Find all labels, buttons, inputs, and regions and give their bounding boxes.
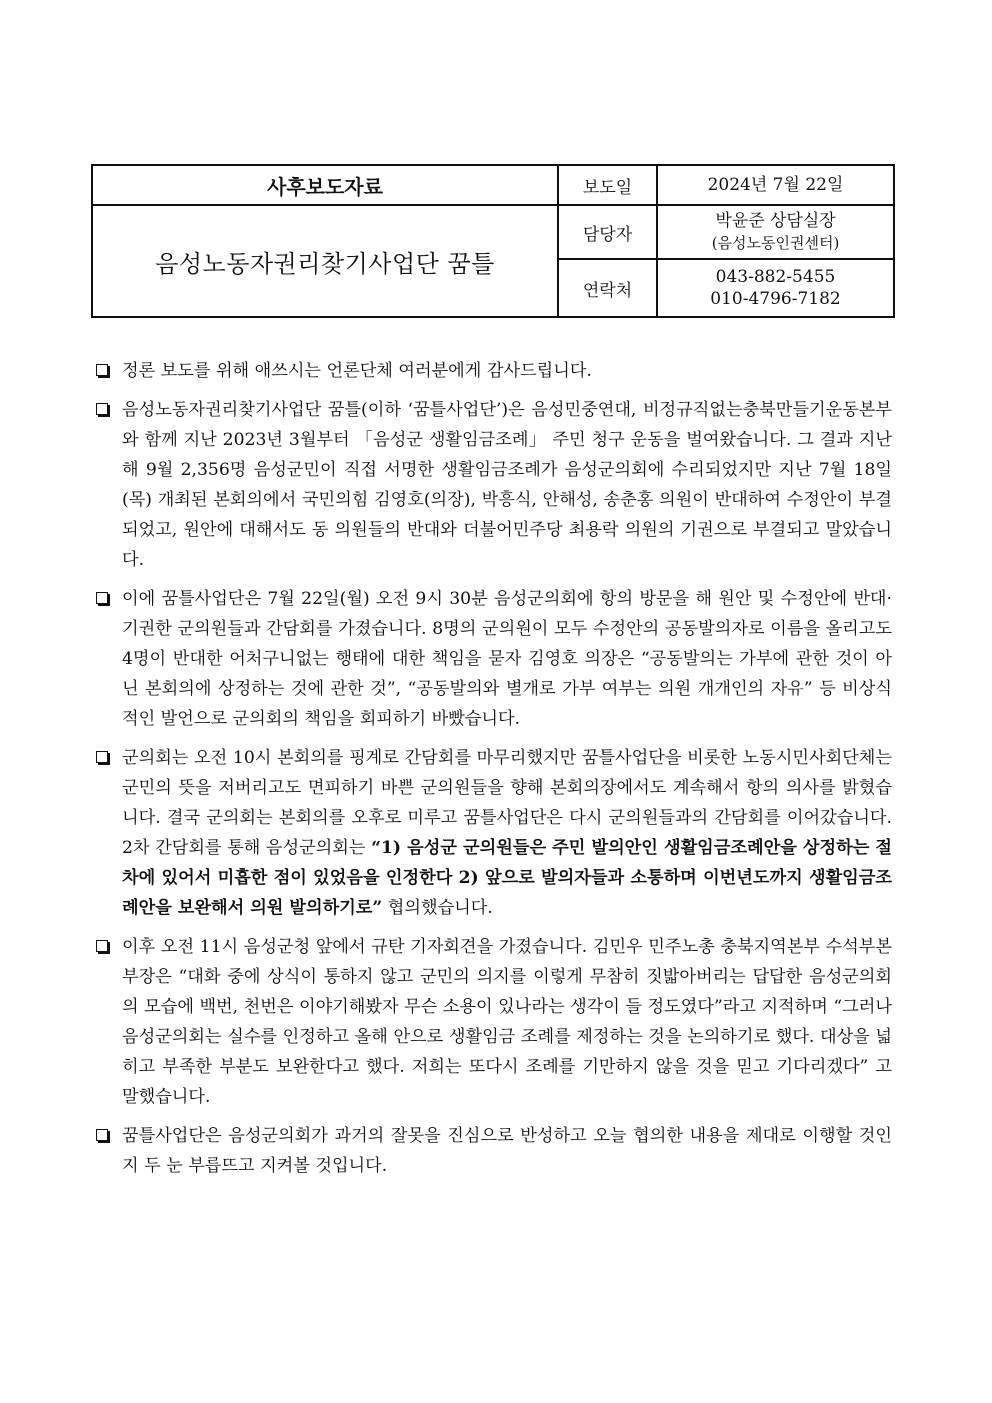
- date-value: 2024년 7월 22일: [657, 165, 894, 205]
- phone-number-1: 043-882-5455: [715, 267, 836, 287]
- paragraph-text: 꿈틀사업단은 음성군의회가 과거의 잘못을 진심으로 반성하고 오늘 협의한 내용을 제대로 이행할 것인지 두 눈 부릅뜨고 지켜볼 것입니다.: [122, 1126, 892, 1176]
- checkbox-bullet-icon: [96, 1129, 108, 1141]
- checkbox-bullet-icon: [96, 592, 108, 604]
- paragraph-3: [92, 584, 892, 734]
- contact-person-affiliation: (음성노동인권센터): [711, 234, 840, 252]
- paragraph-4: [92, 743, 892, 923]
- doc-type-title: 사후보도자료: [92, 165, 558, 205]
- phone-label: 연락처: [558, 259, 657, 317]
- contact-person-name: 박윤준 상담실장: [715, 211, 836, 231]
- paragraph-text: 이에 꿈틀사업단은 7월 22일(월) 오전 9시 30분 음성군의회에 항의 방문을 해 원안 및 수정안에 반대·기권한 군의원들과 간담회를 가졌습니다. 8명의 군의원이 모두 수정안의 공동발의자로 이름을 올리고도 4명이 반대한 어처구니없는 행태에 대한 책임을 묻자 김영호 의장은 “공동발의는 가부에 관한 것이 아닌 본회의에 상정하는 것에 관한 것”, “공동발의와 별개로 가부 여부는 의원 개개인의 자유” 등 비상식적인 발언으로 군의회의 책임을 회피하기 바빴습니다.: [122, 589, 892, 729]
- paragraph-text: 정론 보도를 위해 애쓰시는 언론단체 여러분에게 감사드립니다.: [122, 361, 592, 381]
- phone-cell: [657, 259, 894, 317]
- organization-name: 음성노동자권리찾기사업단 꿈틀: [92, 205, 558, 317]
- paragraph-2: [92, 395, 892, 575]
- paragraph-text-end: 협의했습니다.: [382, 898, 493, 918]
- press-release-header-table: [91, 164, 895, 318]
- paragraph-bold-agreement: “1) 음성군 군의원들은 주민 발의안인 생활임금조례안을 상정하는 절차에 있어서 미흡한 점이 있었음을 인정한다 2) 앞으로 발의자들과 소통하며 이번년도까지 생활임금조례안을 보완해서 의원 발의하기로”: [122, 838, 892, 918]
- checkbox-bullet-icon: [96, 364, 108, 376]
- paragraph-5: [92, 932, 892, 1112]
- paragraph-text: 군의회는 오전 10시 본회의를 핑계로 간담회를 마무리했지만 꿈틀사업단을 비롯한 노동시민사회단체는 군민의 뜻을 저버리고도 면피하기 바쁜 군의원들을 향해 본회의장에서도 계속해서 항의 의사를 밝혔습니다. 결국 군의회는 본회의를 오후로 미루고 꿈틀사업단은 다시 군의원들과의 간담회를 이어갔습니다. 2차 간담회를 통해 음성군의회는: [122, 748, 892, 858]
- phone-number-2: 010-4796-7182: [710, 289, 841, 309]
- checkbox-bullet-icon: [96, 751, 108, 763]
- checkbox-bullet-icon: [96, 940, 108, 952]
- paragraph-6: [92, 1121, 892, 1181]
- contact-person-cell: [657, 205, 894, 259]
- paragraph-text: 음성노동자권리찾기사업단 꿈틀(이하 ‘꿈틀사업단’)은 음성민중연대, 비정규직없는충북만들기운동본부와 함께 지난 2023년 3월부터 「음성군 생활임금조례」 주민 청구 운동을 벌여왔습니다. 그 결과 지난해 9월 2,356명 음성군민이 직접 서명한 생활임금조례가 음성군의회에 수리되었지만 지난 7월 18일 (목) 개최된 본회의에서 국민의힘 김영호(의장), 박흥식, 안해성, 송춘홍 의원이 반대하여 수정안이 부결되었고, 원안에 대해서도 동 의원들의 반대와 더불어민주당 최용락 의원의 기권으로 부결되고 말았습니다.: [122, 400, 892, 570]
- paragraph-1: [92, 356, 892, 386]
- contact-person-label: 담당자: [558, 205, 657, 259]
- paragraph-text: 이후 오전 11시 음성군청 앞에서 규탄 기자회견을 가졌습니다. 김민우 민주노총 충북지역본부 수석부본부장은 “대화 중에 상식이 통하지 않고 군민의 의지를 이렇게 무참히 짓밟아버리는 답답한 음성군의회의 모습에 백번, 천번은 이야기해봤자 무슨 소용이 있나라는 생각이 들 정도였다”라고 지적하며 “그러나 음성군의회는 실수를 인정하고 올해 안으로 생활임금 조례를 제정하는 것을 논의하기로 했다. 대상을 넓히고 부족한 부분도 보완한다고 했다. 저희는 또다시 조례를 기만하지 않을 것을 믿고 기다리겠다” 고 말했습니다.: [122, 937, 892, 1107]
- checkbox-bullet-icon: [96, 403, 108, 415]
- date-label: 보도일: [558, 165, 657, 205]
- press-release-body: [92, 356, 892, 1190]
